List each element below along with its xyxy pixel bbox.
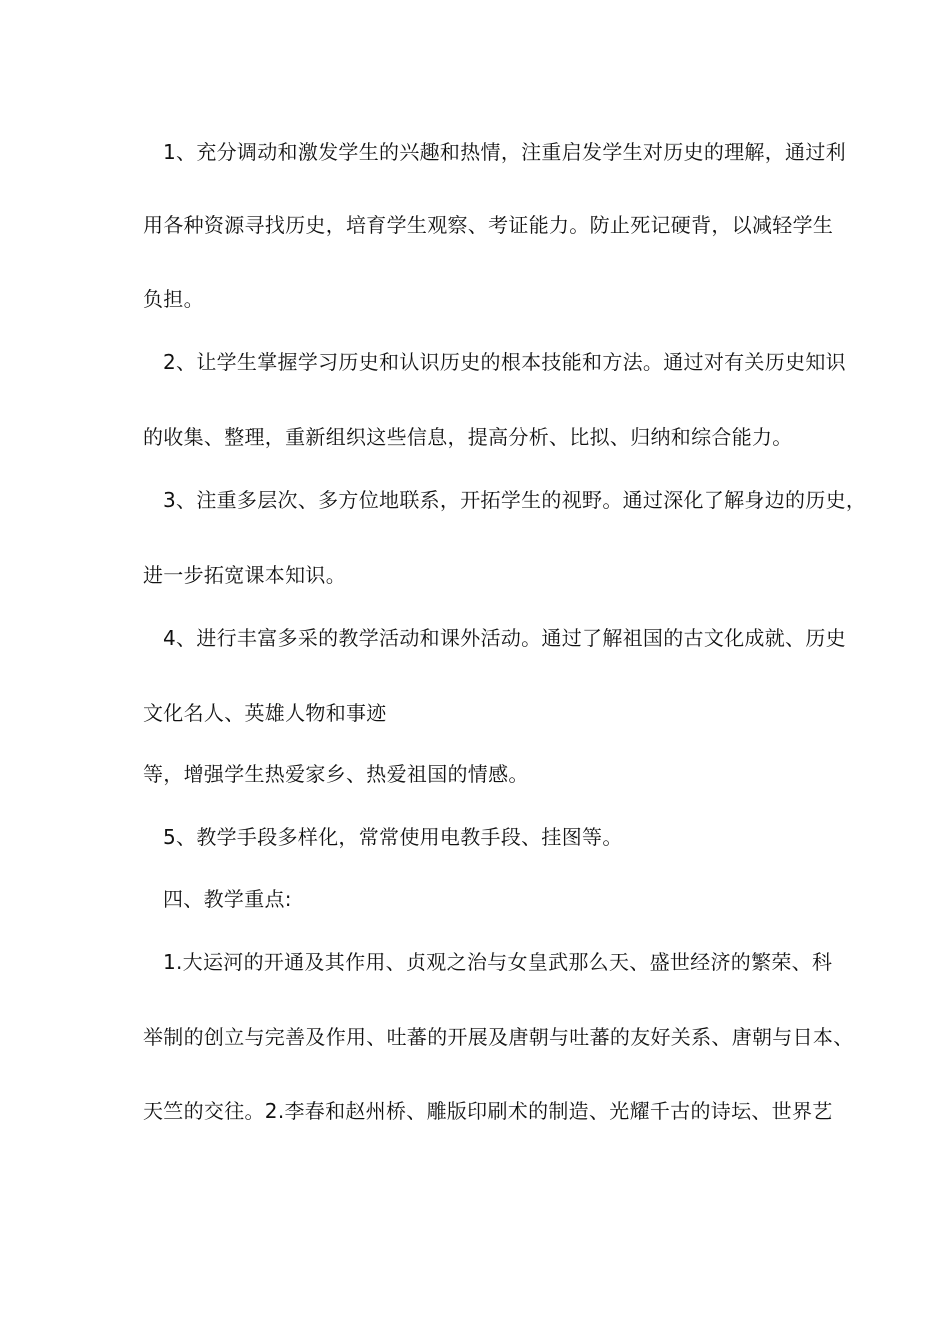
- paragraph-3-line-2: 进一步拓宽课本知识。: [143, 563, 346, 587]
- paragraph-4-line-3: 等，增强学生热爱家乡、热爱祖国的情感。: [143, 762, 529, 786]
- focus-line-3: 天竺的交往。2.李春和赵州桥、雕版印刷术的制造、光耀千古的诗坛、世界艺: [143, 1099, 833, 1123]
- paragraph-1-line-1: 1、充分调动和激发学生的兴趣和热情，注重启发学生对历史的理解，通过利: [163, 140, 846, 164]
- section-heading-teaching-focus: 四、教学重点:: [163, 887, 292, 911]
- paragraph-5-line-1: 5、教学手段多样化，常常使用电教手段、挂图等。: [163, 825, 623, 849]
- paragraph-4-line-1: 4、进行丰富多采的教学活动和课外活动。通过了解祖国的古文化成就、历史: [163, 626, 846, 650]
- paragraph-4-line-2: 文化名人、英雄人物和事迹: [143, 701, 387, 725]
- paragraph-2-line-1: 2、让学生掌握学习历史和认识历史的根本技能和方法。通过对有关历史知识: [163, 350, 846, 374]
- paragraph-1-line-2: 用各种资源寻找历史，培育学生观察、考证能力。防止死记硬背，以减轻学生: [143, 213, 834, 237]
- focus-line-2: 举制的创立与完善及作用、吐蕃的开展及唐朝与吐蕃的友好关系、唐朝与日本、: [143, 1025, 854, 1049]
- paragraph-3-line-1: 3、注重多层次、多方位地联系，开拓学生的视野。通过深化了解身边的历史，: [163, 488, 867, 512]
- paragraph-1-line-3: 负担。: [143, 287, 204, 311]
- focus-line-1: 1.大运河的开通及其作用、贞观之治与女皇武那么天、盛世经济的繁荣、科: [163, 950, 833, 974]
- paragraph-2-line-2: 的收集、整理，重新组织这些信息，提高分析、比拟、归纳和综合能力。: [143, 425, 793, 449]
